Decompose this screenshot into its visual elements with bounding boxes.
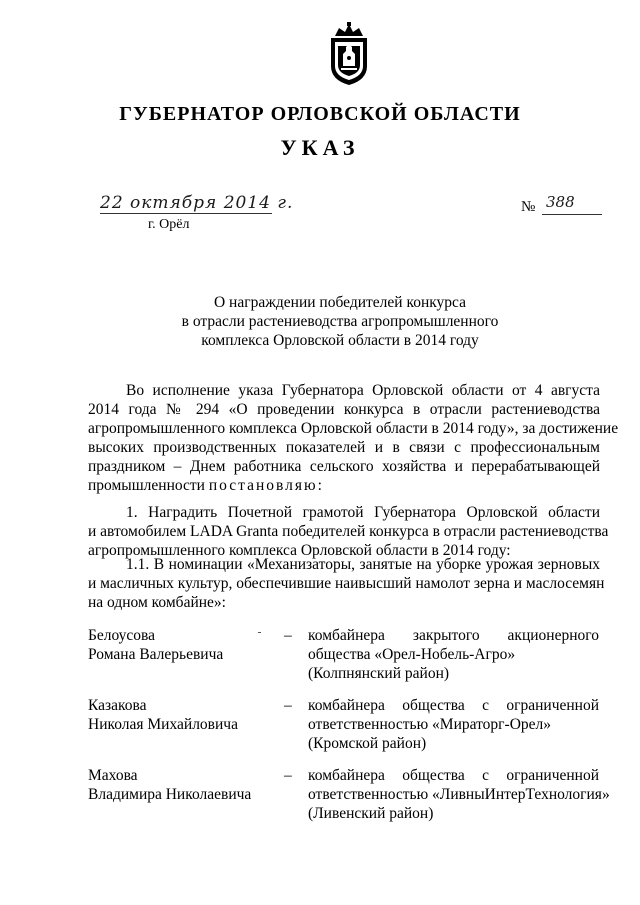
governor-title: ГУБЕРНАТОР ОРЛОВСКОЙ ОБЛАСТИ (119, 103, 521, 125)
description-line: ответственностью «Мираторг-Орел» (308, 716, 552, 733)
description-line: ответственностью «ЛивныИнтерТехнология» (308, 786, 610, 803)
handwritten-date: 22 октября 2014 г. (100, 193, 294, 213)
clause-1 (88, 503, 609, 560)
paragraph-line-text: промышленности (88, 477, 205, 494)
nominee-description (308, 626, 599, 683)
paragraph-line: и автомобилем LADA Granta победителей конкурса в отрасли растениеводства (88, 523, 609, 540)
closing-word: постановляю: (208, 477, 324, 494)
coat-of-arms-icon (327, 22, 371, 86)
paragraph-line: 1. Наградить Почетной грамотой Губернатора Орловской области (126, 504, 600, 521)
paragraph-line: агропромышленного комплекса Орловской области в 2014 году», за достижение (88, 420, 619, 437)
nominee-dash: – (284, 767, 292, 784)
decree-subject (120, 293, 560, 350)
nominee-surname: Белоусова (88, 627, 156, 644)
nominee-given-names: Николая Михайловича (88, 716, 238, 733)
date-underline (100, 213, 272, 214)
nominee-name (88, 626, 223, 664)
number-underline (542, 214, 602, 215)
description-line: (Ливенский район) (308, 805, 434, 822)
description-line: комбайнера общества с ограниченной (308, 767, 599, 784)
description-line: комбайнера закрытого акционерного (308, 627, 599, 644)
number-label: № (521, 199, 536, 215)
nominee-description (308, 696, 599, 753)
paragraph-line: Во исполнение указа Губернатора Орловской области от 4 августа (126, 382, 600, 399)
subject-line: комплекса Орловской области в 2014 году (201, 332, 479, 349)
paragraph-line: 2014 года № 294 «О проведении конкурса в отрасли растениеводства (88, 401, 600, 418)
subject-line: О награждении победителей конкурса (213, 294, 467, 311)
nominee-given-names: Владимира Николаевича (88, 786, 252, 803)
paragraph-line: и масличных культур, обеспечившие наивысший намолот зерна и маслосемян (88, 575, 605, 592)
nominee-name (88, 766, 251, 804)
nominee-surname: Казакова (88, 697, 147, 714)
description-line: (Кромской район) (308, 735, 427, 752)
description-line: (Колпнянский район) (308, 665, 450, 682)
description-line: комбайнера общества с ограниченной (308, 697, 599, 714)
nominee-given-names: Романа Валерьевича (88, 646, 224, 663)
nominee-dash: – (284, 627, 292, 644)
nominee-surname: Махова (88, 767, 138, 784)
pen-mark (258, 632, 261, 633)
description-line: общества «Орел-Нобель-Агро» (308, 646, 516, 663)
preamble-paragraph (88, 381, 619, 495)
paragraph-line: на одном комбайне»: (88, 594, 226, 611)
paragraph-line: праздником – Днем работника сельского хозяйства и перерабатывающей (88, 458, 600, 475)
decree-title: УКАЗ (280, 135, 360, 160)
paragraph-line: агропромышленного комплекса Орловской области в 2014 году: (88, 542, 511, 559)
city-label: г. Орёл (148, 217, 190, 232)
nominee-description (308, 766, 610, 823)
subject-line: в отрасли растениеводства агропромышленного (181, 313, 499, 330)
paragraph-line (88, 476, 600, 495)
nominee-name (88, 696, 238, 734)
paragraph-line: 1.1. В номинации «Механизаторы, занятые на уборке урожая зерновых (126, 556, 600, 573)
clause-1-1 (88, 555, 605, 612)
nominee-dash: – (284, 697, 292, 714)
paragraph-line: высоких производственных показателей и в связи с профессиональным (88, 439, 600, 456)
handwritten-number: 388 (546, 193, 575, 211)
